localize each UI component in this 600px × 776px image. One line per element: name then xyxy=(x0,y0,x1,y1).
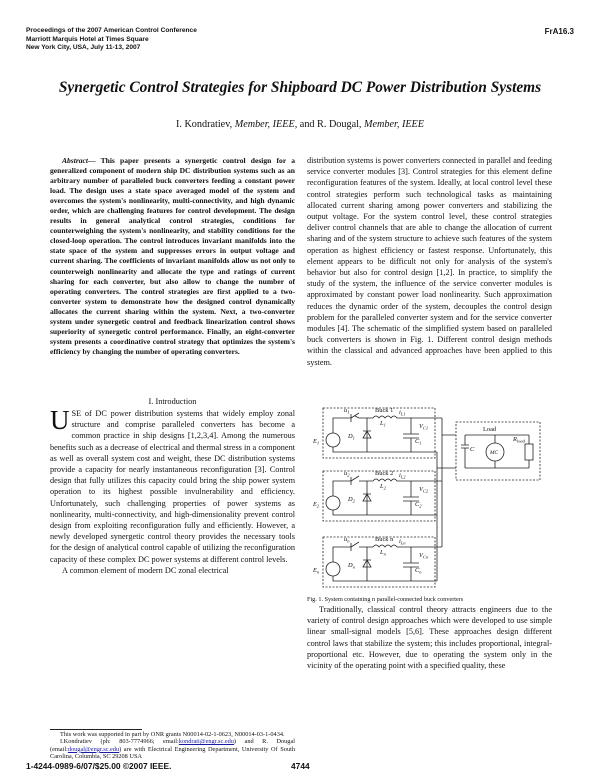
section-heading-introduction: I. Introduction xyxy=(148,397,197,406)
label-v2: V xyxy=(419,486,423,493)
label-u2-sub: 2 xyxy=(347,472,350,478)
paper-title: Synergetic Control Strategies for Shipboard DC Power Distribution Systems xyxy=(58,79,542,96)
label-rload: R xyxy=(513,436,517,443)
svg-text:D1 xyxy=(347,433,355,441)
abstract-text: — This paper presents a synergetic control design for a generalized component of modern ship DC distribution systems such as an arbitrary number of paralleled buck converters feeding a constant power load. The design uses a state space averaged model of the system and overcomes the system's nonlinearity, multi-connectivity, and high dynamic order, which are challenging features for control development. The design results in general analytical control strategies, conditions for counterweighing the system's nonlinearity, and stability conditions for the closed-loop operation. The control introduces invariant manifolds into the state space of the system and suppresses errors in output voltage and current sharing. The coefficients of invariant manifolds allow us not only to counterweigh nonlinearity and allocate the type and ratings of current sharing for each converter, but also allow to change the number of operating converters. The control strategies are first applied to a two-converter system to demonstrate how the designed control dynamically allocates the current sharing within the system. Next, a two-converter system under synergetic control and feedback linearization control shows superiority of synergetic control performance. Finally, an eight-converter system presents a coordinative control strategy that optimizes the system's efficiency by changing the number of operating converters. xyxy=(50,156,295,356)
abstract xyxy=(50,156,295,357)
label-un-sub: n xyxy=(347,538,350,544)
label-il2: i xyxy=(399,472,401,479)
intro-paragraph-2: A common element of modern DC zonal electrical xyxy=(62,565,229,575)
author-1: I. Kondratiev, xyxy=(175,119,233,130)
label-e1-sub: 1 xyxy=(316,440,320,446)
svg-text:L1 xyxy=(379,420,386,428)
footnote-funding: This work was supported in part by ONR grants N00014-02-1-0623, N00014-03-1-0434. xyxy=(60,731,285,738)
label-iln-sub: Ln xyxy=(400,540,406,546)
buck2-box xyxy=(323,471,435,521)
label-en-sub: n xyxy=(316,569,320,575)
right-column-text-bottom xyxy=(307,604,552,671)
label-l1-sub: 1 xyxy=(383,422,386,428)
label-buckn: Buck n xyxy=(375,536,394,543)
label-d1: D xyxy=(348,433,353,440)
label-dn-sub: n xyxy=(352,564,355,570)
conference-location-date: New York City, USA, July 11-13, 2007 xyxy=(26,44,141,52)
label-il1-sub: L1 xyxy=(400,411,406,417)
label-d1-sub: 1 xyxy=(352,435,355,441)
label-v1-sub: C1 xyxy=(422,425,429,431)
svg-text:iL2 xyxy=(399,472,406,480)
label-v2-sub: C2 xyxy=(422,488,429,494)
email-link-kondratiev[interactable]: kondrati@engr.sc.edu xyxy=(178,738,234,746)
label-v1: V xyxy=(419,423,423,430)
author-2-role: Member, IEEE xyxy=(364,119,425,130)
svg-text:E1 xyxy=(312,438,319,446)
email-link-dougal[interactable]: dougal@engr.sc.edu xyxy=(67,745,120,753)
label-mc: MC xyxy=(490,450,499,456)
label-load-capacitor: C xyxy=(470,446,475,453)
svg-text:VC1 xyxy=(419,423,428,431)
right-paragraph-1: distribution systems is power converters connected in parallel and feeding service converter modules [3]. Control strategies for this element define reconfiguration features of the system. Ideally, at local control level these control strategies perform such technological tasks as maintaining allocated current sharing among power converters and stabilizing the output voltage. For the system control level, these control strategies deliver control channels that are able to change the allocation of current sharing and of the system structure to achieve such features of the system operation as highest efficiency or fastest response. Unfortunately, this element appears to be difficult not only for analysis of the system's behavior but also for control design [1,2]. In practice, to simplify the study of the system, the influence of the service converter modules is approximated by constant power load nonlinearity. Such approximation reduces the dynamic order of the system, decouples the control design problem for the paralleled converter system and for the service converter modules [4]. The schematic of the simplified system based on paralleled buck converters is shown in Fig. 1. Different control design methods within the classical and advanced approaches have been applied to this system. xyxy=(307,156,552,367)
label-il2-sub: L2 xyxy=(400,474,406,480)
label-rload-sub: load xyxy=(516,438,525,444)
svg-text:C2 xyxy=(415,501,422,509)
label-e2-sub: 2 xyxy=(316,503,320,509)
label-u1-sub: 1 xyxy=(347,409,350,415)
label-c2-sub: 2 xyxy=(419,503,422,509)
label-c1-sub: 1 xyxy=(419,440,422,446)
label-buck2: Buck 2 xyxy=(375,470,394,477)
footnote-rule xyxy=(50,729,142,730)
intro-paragraph-1: SE of DC power distribution systems that widely employ zonal structure and comprise paralleled converters has become a common practice in ship designs [1,2,3,4]. Among the numerous benefits such as a decrease of electrical and thermal stress in a component as well as overall system cost and weight, these DC distribution systems provide a capacity for nearly instantaneous reconfiguration [3]. Control design that fully utilizes this capacity could bring the ship power system operation to its highest possible invulnerability and efficiency. Unfortunately, such challenging properties of power systems as nonlinearity, multi-connectivity, and high-dimensionality prevent control design from exploiting reconfiguration fully and efficiently. However, a newly developed synergetic control theory provides the necessary tools for the design of analytical control capable of utilizing the reconfiguration capacity of these complex DC power systems at different control levels. xyxy=(50,409,295,564)
label-c1: C xyxy=(415,438,420,445)
label-buck1: Buck 1 xyxy=(375,407,394,414)
label-cn: C xyxy=(415,567,420,574)
session-id: FrA16.3 xyxy=(544,27,574,36)
svg-text:E2 xyxy=(312,501,320,509)
author-1-role: Member, IEEE, xyxy=(234,119,298,130)
footnote-affiliation-a: I.Kondratiev (ph: 803-7774966; email: xyxy=(60,738,179,746)
svg-text:Rload xyxy=(512,436,526,444)
label-en: E xyxy=(313,567,317,574)
svg-text:D2 xyxy=(347,496,356,504)
label-dn: D xyxy=(348,562,353,569)
svg-text:iLn xyxy=(399,538,406,546)
label-u1: u xyxy=(344,407,348,414)
label-cn-sub: n xyxy=(419,569,422,575)
buck1-circuit xyxy=(326,413,442,452)
label-vn-sub: Cn xyxy=(422,554,429,560)
svg-text:Ln xyxy=(379,549,387,557)
label-l2-sub: 2 xyxy=(383,485,386,491)
label-ln: L xyxy=(380,549,384,556)
label-iln: i xyxy=(399,538,401,545)
author-2: and R. Dougal, xyxy=(299,119,362,130)
svg-text:iL1 xyxy=(399,409,406,417)
label-e1: E xyxy=(313,438,317,445)
label-d2: D xyxy=(348,496,353,503)
buckn-box xyxy=(323,537,435,587)
footnote-affiliation xyxy=(50,738,295,760)
label-l1: L xyxy=(380,420,384,427)
figure-1-schematic xyxy=(307,400,552,595)
page-number: 4744 xyxy=(291,761,310,771)
label-l2: L xyxy=(380,483,384,490)
conference-venue: Marriott Marquis Hotel at Times Square xyxy=(26,35,149,43)
label-load: Load xyxy=(483,426,497,433)
label-ln-sub: n xyxy=(383,551,386,557)
label-d2-sub: 2 xyxy=(352,498,355,504)
svg-text:VCn xyxy=(419,552,429,560)
isbn-copyright: 1-4244-0989-6/07/$25.00 ©2007 IEEE. xyxy=(26,761,172,771)
buck1-box xyxy=(323,408,435,458)
author-line xyxy=(0,119,600,130)
abstract-label: Abstract xyxy=(62,156,88,165)
svg-text:En xyxy=(312,567,320,575)
footnote-affiliation-c: ) are with Electrical Engineering Department, University Of South Carolina, Columbia, SC 29208 USA xyxy=(50,745,295,761)
footnotes xyxy=(50,731,295,761)
right-paragraph-2: Traditionally, classical control theory attracts engineers due to the variety of control design approaches which were developed to use simple linear small-signal models [5,6]. These approaches design different control laws that stabilize the system; this includes proportional, integral-proportional etc. However, due to operating the system only in the vicinity of the operating point with a specified quality, these xyxy=(307,605,552,671)
label-c2: C xyxy=(415,501,420,508)
svg-text:L2 xyxy=(379,483,387,491)
conference-name: Proceedings of the 2007 American Control Conference xyxy=(26,27,197,34)
label-u2: u xyxy=(344,470,348,477)
svg-text:Dn xyxy=(347,562,356,570)
conference-header xyxy=(26,27,197,53)
footnote-affiliation-b: ) and R. Dougal (email: xyxy=(50,738,295,753)
label-e2: E xyxy=(313,501,317,508)
svg-text:Cn xyxy=(415,567,422,575)
introduction-body xyxy=(50,405,295,576)
drop-cap: U xyxy=(50,405,70,435)
right-column-text-top xyxy=(307,155,552,368)
figure-1-caption: Fig. 1. System containing n parallel-connected buck converters xyxy=(307,596,464,603)
label-vn: V xyxy=(419,552,423,559)
buck2-circuit xyxy=(326,476,442,515)
label-un: u xyxy=(344,536,348,543)
svg-text:C1 xyxy=(415,438,422,446)
label-il1: i xyxy=(399,409,401,416)
buckn-circuit xyxy=(326,542,442,581)
svg-text:VC2 xyxy=(419,486,429,494)
